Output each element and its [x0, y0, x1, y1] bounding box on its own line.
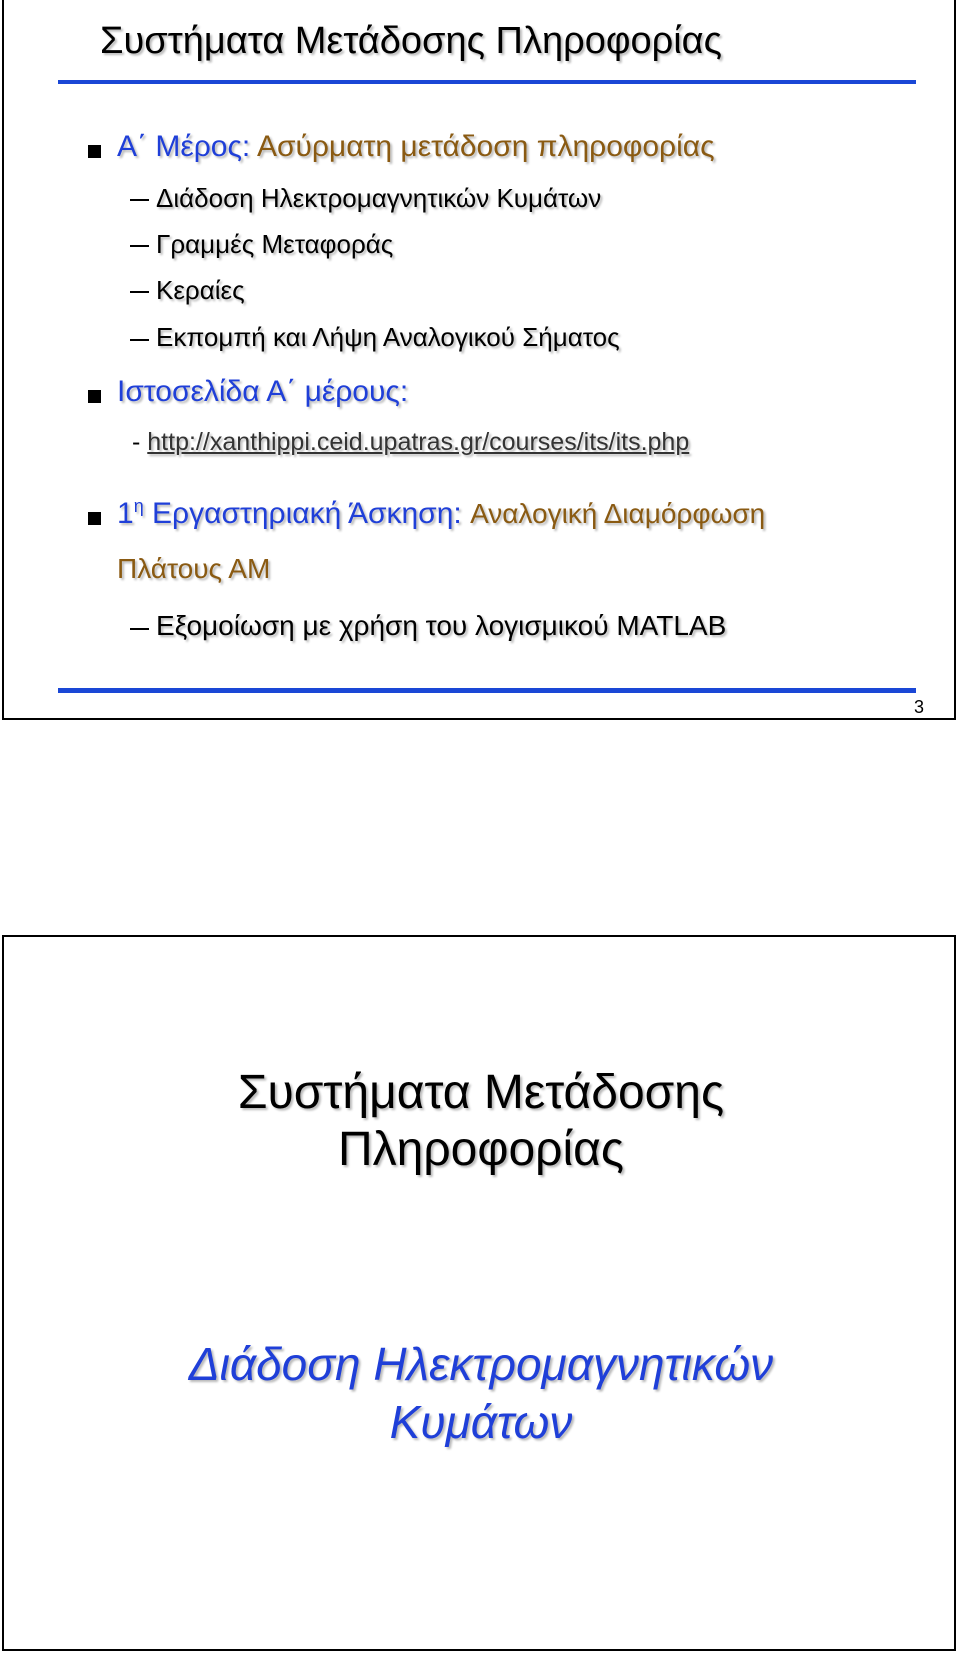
bullet-part-a — [117, 130, 715, 164]
dash-icon — [130, 245, 149, 247]
dash-icon — [130, 628, 149, 630]
website-label: Ιστοσελίδα Α΄ μέρους: — [117, 375, 409, 408]
lab-topic-line2: Πλάτους ΑΜ — [117, 553, 271, 584]
bullet-square-icon — [88, 145, 101, 158]
slide-title: Συστήματα Μετάδοσης Πληροφορίας — [100, 20, 722, 62]
website-link[interactable]: http://xanthippi.ceid.upatras.gr/courses/its/its.php — [147, 428, 690, 456]
lab-superscript: η — [133, 496, 144, 516]
dash-icon — [130, 199, 149, 201]
section-title-line2: Κυμάτων — [389, 1396, 573, 1448]
course-title-line1: Συστήματα Μετάδοσης — [237, 1066, 725, 1119]
dash-icon — [130, 339, 149, 341]
bullet-square-icon — [88, 390, 101, 403]
page-number: 3 — [913, 697, 924, 717]
subitem-matlab: Εξομοίωση με χρήση του λογισμικού MATLAB — [156, 610, 727, 641]
dash-icon — [130, 291, 149, 293]
link-dash: - — [132, 428, 141, 456]
lab-exercise-line — [117, 496, 765, 531]
lab-label: Εργαστηριακή Άσκηση: — [152, 497, 462, 530]
lab-topic-line1: Αναλογική Διαμόρφωση — [470, 498, 766, 529]
title-rule — [58, 80, 916, 84]
section-title-line1: Διάδοση Ηλεκτρομαγνητικών — [188, 1338, 774, 1390]
website-link-row — [132, 428, 689, 457]
subitem-em-waves: Διάδοση Ηλεκτρομαγνητικών Κυμάτων — [156, 183, 602, 213]
subitem-antennas: Κεραίες — [156, 275, 245, 305]
bullet-square-icon — [88, 512, 101, 525]
course-title-line2: Πληροφορίας — [337, 1123, 625, 1176]
slide-title-page — [2, 935, 956, 1651]
part-a-label: Α΄ Μέρος: — [117, 130, 251, 163]
footer-rule — [58, 688, 916, 693]
subitem-transmission-lines: Γραμμές Μεταφοράς — [156, 229, 394, 259]
lab-number: 1 — [117, 497, 134, 530]
subitem-transmit-receive: Εκπομπή και Λήψη Αναλογικού Σήματος — [156, 322, 620, 352]
part-a-text: Ασύρματη μετάδοση πληροφορίας — [256, 130, 715, 163]
slide-3 — [2, 0, 956, 720]
